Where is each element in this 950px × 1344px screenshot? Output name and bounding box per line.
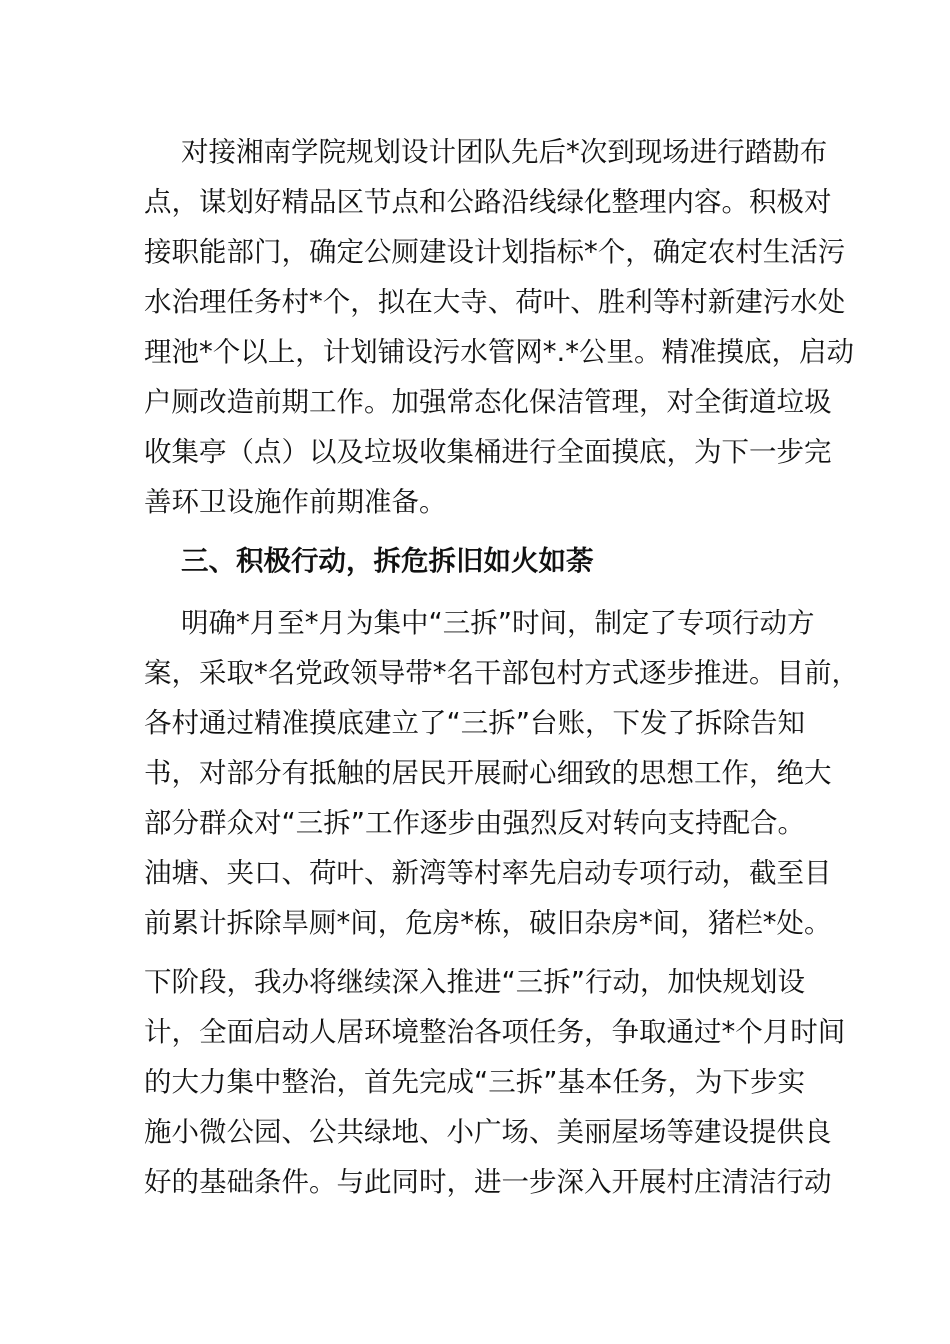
text-line: 前累计拆除旱厕*间，危房*栋，破旧杂房*间，猪栏*处。 [144,907,832,939]
section-heading [144,536,824,586]
text-line: 善环卫设施作前期准备。 [144,486,447,518]
section-heading-text: 三、积极行动，拆危拆旧如火如荼 [181,545,594,577]
text-line: 明确*月至*月为集中“三拆”时间，制定了专项行动方 [181,607,815,639]
paragraph-1 [144,127,854,527]
text-line: 对接湘南学院规划设计团队先后*次到现场进行踏勘布 [181,136,828,168]
text-line: 的大力集中整治，首先完成“三拆”基本任务，为下步实 [144,1066,805,1098]
text-line: 好的基础条件。与此同时，进一步深入开展村庄清洁行动 [144,1166,832,1198]
text-line: 户厕改造前期工作。加强常态化保洁管理，对全街道垃圾 [144,386,832,418]
text-line: 各村通过精准摸底建立了“三拆”台账，下发了拆除告知 [144,707,805,739]
text-line: 案，采取*名党政领导带*名干部包村方式逐步推进。目前， [144,657,859,689]
text-line: 收集亭（点）以及垃圾收集桶进行全面摸底，为下一步完 [144,436,832,468]
text-line: 下阶段，我办将继续深入推进“三拆”行动，加快规划设 [144,966,805,998]
text-line: 计，全面启动人居环境整治各项任务，争取通过*个月时间 [144,1016,846,1048]
text-line: 书，对部分有抵触的居民开展耐心细致的思想工作，绝大 [144,757,832,789]
text-line: 水治理任务村*个，拟在大寺、荷叶、胜利等村新建污水处 [144,286,846,318]
text-line: 点，谋划好精品区节点和公路沿线绿化整理内容。积极对 [144,186,832,218]
paragraph-2 [144,598,859,948]
paragraph-3 [144,957,846,1207]
text-line: 施小微公园、公共绿地、小广场、美丽屋场等建设提供良 [144,1116,832,1148]
text-line: 接职能部门，确定公厕建设计划指标*个，确定农村生活污 [144,236,846,268]
text-line: 理池*个以上，计划铺设污水管网*.*公里。精准摸底，启动 [144,336,854,368]
text-line: 部分群众对“三拆”工作逐步由强烈反对转向支持配合。 [144,807,805,839]
text-line: 油塘、夹口、荷叶、新湾等村率先启动专项行动，截至目 [144,857,832,889]
